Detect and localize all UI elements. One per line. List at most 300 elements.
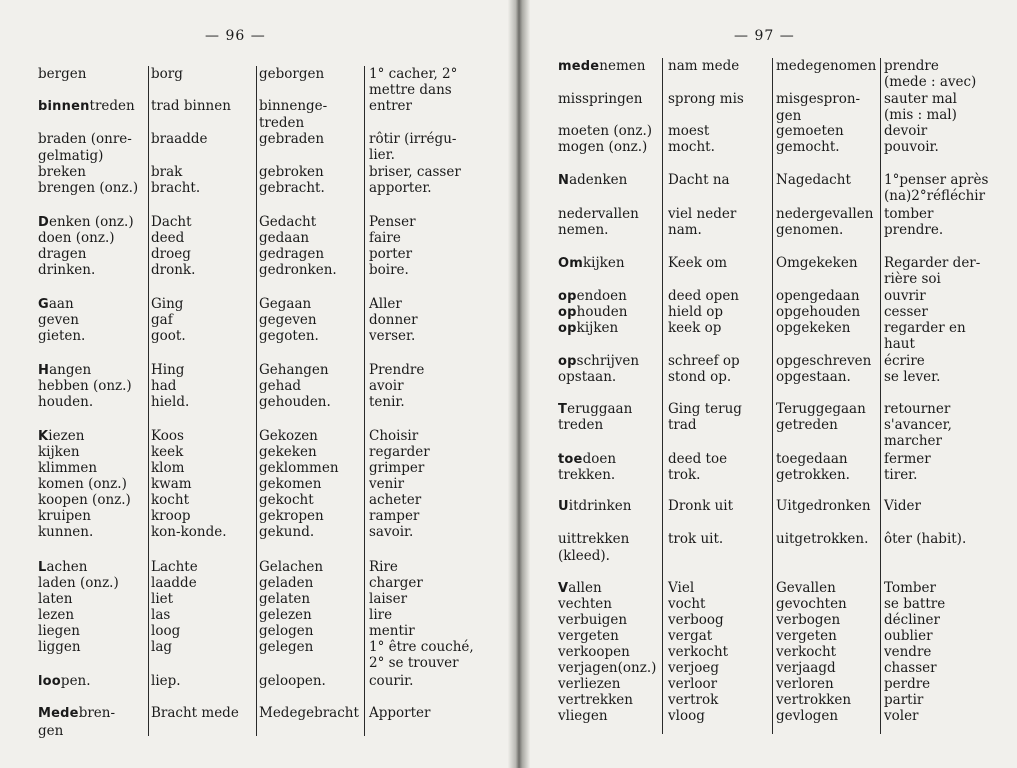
cell-text: had	[151, 378, 177, 394]
infinitive-prefix: N	[558, 173, 570, 188]
cell-text: Rire	[369, 559, 398, 575]
meaning-cell	[884, 531, 1014, 547]
past-participle-cell	[259, 164, 363, 181]
cell-text: trad binnen	[151, 98, 231, 114]
cell-text: verboog	[668, 612, 724, 628]
infinitive-cell	[558, 467, 660, 484]
past-tense-cell	[668, 369, 772, 386]
past-participle-cell	[259, 428, 363, 445]
past-participle-cell	[259, 639, 363, 656]
meaning-cell	[369, 328, 509, 344]
meaning-cell	[884, 596, 1014, 612]
cell-text: kon-konde.	[151, 524, 227, 540]
cell-text: verkocht	[668, 644, 729, 660]
cell-text: gevlogen	[776, 708, 839, 724]
cell-text: liep.	[151, 673, 181, 689]
cell-text: gegoten.	[259, 328, 319, 344]
cell-text: retourner	[884, 401, 951, 417]
cell-text: drinken.	[38, 262, 96, 278]
past-participle-cell	[259, 508, 363, 525]
infinitive-cell	[38, 476, 146, 493]
cell-text: Aller	[369, 296, 402, 312]
cell-text: trok.	[668, 467, 701, 483]
past-tense-cell	[668, 692, 772, 709]
infinitive-cell	[38, 428, 146, 446]
infinitive-cell	[558, 320, 660, 338]
infinitive-cell	[38, 444, 146, 461]
infinitive-cell	[558, 172, 660, 190]
past-participle-cell	[776, 288, 880, 305]
cell-text: 1° cacher, 2° mettre dans	[369, 66, 458, 98]
cell-text: Prendre	[369, 362, 425, 378]
past-tense-cell	[668, 401, 772, 418]
past-participle-cell	[776, 531, 880, 548]
cell-text: Omgekeken	[776, 255, 858, 271]
meaning-cell	[369, 492, 509, 508]
past-tense-cell	[668, 417, 772, 434]
cell-text: mocht.	[668, 139, 715, 155]
past-participle-cell	[259, 705, 363, 722]
meaning-cell	[369, 164, 509, 180]
meaning-cell	[884, 288, 1014, 304]
meaning-cell	[884, 660, 1014, 676]
past-tense-cell	[668, 498, 772, 515]
past-tense-cell	[151, 639, 255, 656]
cell-text: gieten.	[38, 328, 86, 344]
cell-text: vertrokken	[776, 692, 852, 708]
cell-text: vloog	[668, 708, 705, 724]
cell-text: avoir	[369, 378, 404, 394]
infinitive-prefix: V	[558, 581, 569, 596]
meaning-cell	[369, 214, 509, 230]
cell-text: ouvrir	[884, 288, 926, 304]
past-participle-cell	[259, 460, 363, 477]
cell-text: hield.	[151, 394, 190, 410]
meaning-cell	[369, 262, 509, 278]
cell-text: komen (onz.)	[38, 476, 127, 492]
cell-text: ôter (habit).	[884, 531, 967, 547]
cell-text: Gevallen	[776, 580, 836, 596]
cell-text: Gehangen	[259, 362, 329, 378]
meaning-cell	[369, 508, 509, 524]
meaning-cell	[369, 524, 509, 540]
meaning-cell	[884, 58, 1014, 90]
past-participle-cell	[776, 255, 880, 272]
infinitive-cell	[38, 639, 146, 656]
cell-text: gebraden	[259, 131, 325, 147]
infinitive-cell	[38, 607, 146, 624]
past-participle-cell	[776, 172, 880, 189]
meaning-cell	[369, 246, 509, 262]
cell-text: charger	[369, 575, 423, 591]
cell-text: liggen	[38, 639, 81, 655]
cell-text: gehouden.	[259, 394, 331, 410]
cell-text: toegedaan	[776, 451, 848, 467]
past-participle-cell	[259, 591, 363, 608]
cell-text: borg	[151, 66, 183, 82]
infinitive-prefix: toe	[558, 452, 583, 467]
cell-text: savoir.	[369, 524, 414, 540]
past-participle-cell	[776, 498, 880, 515]
infinitive-prefix: L	[38, 560, 47, 575]
column-divider	[256, 66, 257, 736]
meaning-cell	[369, 460, 509, 476]
past-tense-cell	[668, 467, 772, 484]
cell-text: gelezen	[259, 607, 312, 623]
infinitive-cell	[558, 417, 660, 434]
meaning-cell	[369, 180, 509, 196]
cell-text: kunnen.	[38, 524, 94, 540]
infinitive-cell	[558, 353, 660, 371]
past-tense-cell	[668, 612, 772, 629]
meaning-cell	[369, 230, 509, 246]
infinitive-cell	[38, 508, 146, 525]
infinitive-cell	[38, 328, 146, 345]
past-tense-cell	[151, 607, 255, 624]
column-divider	[662, 58, 663, 734]
meaning-cell	[884, 498, 1014, 514]
cell-text: deed toe	[668, 451, 728, 467]
cell-text: trad	[668, 417, 697, 433]
past-tense-cell	[668, 123, 772, 140]
cell-text: treden	[558, 417, 604, 433]
past-participle-cell	[259, 378, 363, 395]
infinitive-cell	[558, 401, 660, 419]
infinitive-cell	[38, 66, 146, 83]
past-participle-cell	[259, 607, 363, 624]
cell-text: Keek om	[668, 255, 728, 271]
infinitive-cell	[38, 262, 146, 279]
cell-text: partir	[884, 692, 924, 708]
past-participle-cell	[259, 328, 363, 345]
cell-text: brak	[151, 164, 183, 180]
infinitive-cell	[38, 492, 146, 509]
infinitive-cell	[558, 498, 660, 516]
cell-text: getrokken.	[776, 467, 850, 483]
infinitive-cell	[38, 362, 146, 380]
cell-text: gegeven	[259, 312, 317, 328]
infinitive-cell	[558, 628, 660, 645]
cell-text: breken	[38, 164, 86, 180]
meaning-cell	[884, 580, 1014, 596]
past-tense-cell	[151, 328, 255, 345]
past-tense-cell	[151, 492, 255, 509]
cell-text: hebben (onz.)	[38, 378, 132, 394]
infinitive-cell	[38, 394, 146, 411]
infinitive-prefix: op	[558, 354, 577, 369]
past-tense-cell	[151, 444, 255, 461]
infinitive-cell	[558, 451, 660, 469]
past-participle-cell	[259, 524, 363, 541]
past-participle-cell	[259, 623, 363, 640]
meaning-cell	[369, 312, 509, 328]
cell-text: 1° être couché, 2° se trouver	[369, 639, 474, 671]
past-tense-cell	[668, 320, 772, 337]
past-tense-cell	[668, 91, 772, 108]
cell-text: deed open	[668, 288, 740, 304]
cell-text: Lachte	[151, 559, 198, 575]
cell-text: gaf	[151, 312, 173, 328]
cell-text: braadde	[151, 131, 208, 147]
infinitive-cell	[38, 180, 146, 197]
past-tense-cell	[668, 288, 772, 305]
cell-text: mogen (onz.)	[558, 139, 648, 155]
cell-text: binnenge- treden	[259, 98, 328, 131]
past-tense-cell	[668, 628, 772, 645]
meaning-cell	[884, 255, 1014, 287]
infinitive-cell	[38, 296, 146, 314]
cell-text: vertrekken	[558, 692, 633, 708]
infinitive-prefix: Om	[558, 256, 583, 271]
past-tense-cell	[151, 98, 255, 115]
cell-text: opgekeken	[776, 320, 851, 336]
cell-text: las	[151, 607, 171, 623]
cell-text: houden.	[38, 394, 94, 410]
infinitive-prefix: op	[558, 289, 577, 304]
cell-text: Penser	[369, 214, 416, 230]
cell-text: kocht	[151, 492, 189, 508]
cell-text: opgestaan.	[776, 369, 851, 385]
cell-text: Gedacht	[259, 214, 317, 230]
infinitive-cell	[558, 596, 660, 613]
meaning-cell	[369, 705, 509, 721]
cell-text: gevochten	[776, 596, 847, 612]
cell-text: endoen	[576, 288, 627, 304]
cell-text: hield op	[668, 304, 724, 320]
past-participle-cell	[776, 91, 880, 124]
cell-text: deed	[151, 230, 185, 246]
infinitive-cell	[38, 673, 146, 691]
meaning-cell	[369, 98, 509, 114]
cell-text: kroop	[151, 508, 191, 524]
cell-text: mentir	[369, 623, 415, 639]
infinitive-cell	[38, 246, 146, 263]
past-tense-cell	[151, 230, 255, 247]
infinitive-prefix: loo	[38, 674, 61, 689]
cell-text: lag	[151, 639, 173, 655]
past-participle-cell	[776, 123, 880, 140]
past-tense-cell	[668, 660, 772, 677]
cell-text: koopen (onz.)	[38, 492, 131, 508]
cell-text: devoir	[884, 123, 928, 139]
cell-text: se battre	[884, 596, 946, 612]
past-participle-cell	[259, 296, 363, 313]
past-participle-cell	[776, 708, 880, 725]
cell-text: gekropen	[259, 508, 324, 524]
cell-text: vergeten	[558, 628, 619, 644]
cell-text: gelogen	[259, 623, 314, 639]
cell-text: verloren	[776, 676, 834, 692]
infinitive-prefix: T	[558, 402, 568, 417]
cell-text: uitgetrokken.	[776, 531, 869, 547]
cell-text: prendre (mede : avec)	[884, 58, 977, 90]
past-tense-cell	[151, 246, 255, 263]
past-participle-cell	[259, 230, 363, 247]
infinitive-cell	[558, 123, 660, 140]
cell-text: dronk.	[151, 262, 196, 278]
past-participle-cell	[776, 596, 880, 613]
cell-text: donner	[369, 312, 418, 328]
cell-text: enken (onz.)	[49, 214, 134, 230]
cell-text: Ging terug	[668, 401, 742, 417]
cell-text: faire	[369, 230, 401, 246]
cell-text: vertrok	[668, 692, 719, 708]
past-tense-cell	[668, 596, 772, 613]
past-participle-cell	[776, 676, 880, 693]
cell-text: rôtir (irrégu- lier.	[369, 131, 457, 163]
meaning-cell	[369, 575, 509, 591]
infinitive-cell	[38, 575, 146, 592]
cell-text: verbuigen	[558, 612, 628, 628]
cell-text: Dronk uit	[668, 498, 734, 514]
past-participle-cell	[776, 58, 880, 75]
past-tense-cell	[668, 172, 772, 189]
infinitive-cell	[558, 91, 660, 108]
infinitive-cell	[38, 230, 146, 247]
cell-text: Ging	[151, 296, 184, 312]
past-tense-cell	[668, 531, 772, 548]
meaning-cell	[884, 353, 1014, 369]
meaning-cell	[369, 559, 509, 575]
past-participle-cell	[776, 660, 880, 677]
cell-text: doen (onz.)	[38, 230, 115, 246]
cell-text: écrire	[884, 353, 925, 369]
cell-text: Dacht na	[668, 172, 730, 188]
cell-text: gelegen	[259, 639, 314, 655]
cell-text: Vider	[884, 498, 921, 514]
infinitive-cell	[38, 98, 146, 116]
past-tense-cell	[668, 139, 772, 156]
cell-text: porter	[369, 246, 413, 262]
cell-text: gedragen	[259, 246, 325, 262]
cell-text: Teruggegaan	[776, 401, 866, 417]
cell-text: kijken	[38, 444, 80, 460]
past-participle-cell	[776, 320, 880, 337]
cell-text: nemen	[599, 58, 646, 74]
page-number: — 97 —	[734, 28, 795, 44]
meaning-cell	[884, 692, 1014, 708]
meaning-cell	[884, 172, 1014, 204]
cell-text: gelaten	[259, 591, 311, 607]
infinitive-cell	[38, 214, 146, 232]
cell-text: vendre	[884, 644, 932, 660]
cell-text: gedaan	[259, 230, 310, 246]
cell-text: aan	[48, 296, 74, 312]
cell-text: verkoopen	[558, 644, 630, 660]
infinitive-cell	[558, 222, 660, 239]
infinitive-prefix: binnen	[38, 99, 90, 114]
meaning-cell	[369, 296, 509, 312]
meaning-cell	[369, 623, 509, 639]
cell-text: Viel	[668, 580, 695, 596]
cell-text: stond op.	[668, 369, 732, 385]
cell-text: opgeschreven	[776, 353, 872, 369]
cell-text: houden	[576, 304, 628, 320]
past-participle-cell	[776, 467, 880, 484]
meaning-cell	[884, 467, 1014, 483]
infinitive-prefix: G	[38, 297, 49, 312]
past-tense-cell	[668, 353, 772, 370]
past-participle-cell	[776, 401, 880, 418]
past-participle-cell	[776, 644, 880, 661]
infinitive-cell	[558, 58, 660, 76]
meaning-cell	[884, 222, 1014, 238]
past-tense-cell	[151, 131, 255, 148]
cell-text: loog	[151, 623, 181, 639]
cell-text: verjaagd	[776, 660, 836, 676]
past-participle-cell	[259, 131, 363, 148]
past-tense-cell	[151, 378, 255, 395]
infinitive-cell	[558, 644, 660, 661]
cell-text: gehad	[259, 378, 302, 394]
cell-text: liet	[151, 591, 174, 607]
cell-text: verkocht	[776, 644, 837, 660]
cell-text: laadde	[151, 575, 197, 591]
cell-text: Bracht mede	[151, 705, 239, 721]
past-participle-cell	[259, 444, 363, 461]
cell-text: gekund.	[259, 524, 315, 540]
cell-text: gekomen	[259, 476, 322, 492]
cell-text: liegen	[38, 623, 80, 639]
cell-text: bracht.	[151, 180, 201, 196]
meaning-cell	[369, 607, 509, 623]
cell-text: schreef op	[668, 353, 740, 369]
cell-text: gebroken	[259, 164, 324, 180]
cell-text: nam mede	[668, 58, 740, 74]
cell-text: Gekozen	[259, 428, 318, 444]
infinitive-cell	[558, 531, 660, 564]
column-divider	[880, 58, 881, 734]
column-divider	[364, 66, 365, 736]
past-participle-cell	[776, 353, 880, 370]
past-participle-cell	[259, 180, 363, 197]
cell-text: laiser	[369, 591, 408, 607]
cell-text: boire.	[369, 262, 409, 278]
cell-text: tirer.	[884, 467, 918, 483]
cell-text: trok uit.	[668, 531, 724, 547]
cell-text: geklommen	[259, 460, 339, 476]
cell-text: verjagen(onz.)	[558, 660, 657, 676]
past-tense-cell	[151, 394, 255, 411]
meaning-cell	[884, 369, 1014, 385]
meaning-cell	[369, 591, 509, 607]
cell-text: misspringen	[558, 91, 643, 107]
past-tense-cell	[668, 451, 772, 468]
cell-text: allen	[568, 580, 602, 596]
right-page	[526, 0, 1017, 768]
cell-text: s'avancer, marcher	[884, 417, 952, 449]
infinitive-cell	[38, 591, 146, 608]
cell-text: décliner	[884, 612, 940, 628]
past-tense-cell	[668, 708, 772, 725]
cell-text: vocht	[668, 596, 706, 612]
cell-text: Apporter	[369, 705, 431, 721]
cell-text: verbogen	[776, 612, 841, 628]
cell-text: grimper	[369, 460, 425, 476]
infinitive-cell	[558, 612, 660, 629]
infinitive-cell	[558, 660, 660, 677]
cell-text: opstaan.	[558, 369, 617, 385]
cell-text: klom	[151, 460, 185, 476]
past-participle-cell	[259, 98, 363, 131]
cell-text: droeg	[151, 246, 191, 262]
cell-text: Tomber	[884, 580, 936, 596]
column-divider	[772, 58, 773, 734]
cell-text: doen	[582, 451, 617, 467]
infinitive-prefix: op	[558, 321, 577, 336]
infinitive-cell	[38, 164, 146, 181]
past-tense-cell	[151, 575, 255, 592]
